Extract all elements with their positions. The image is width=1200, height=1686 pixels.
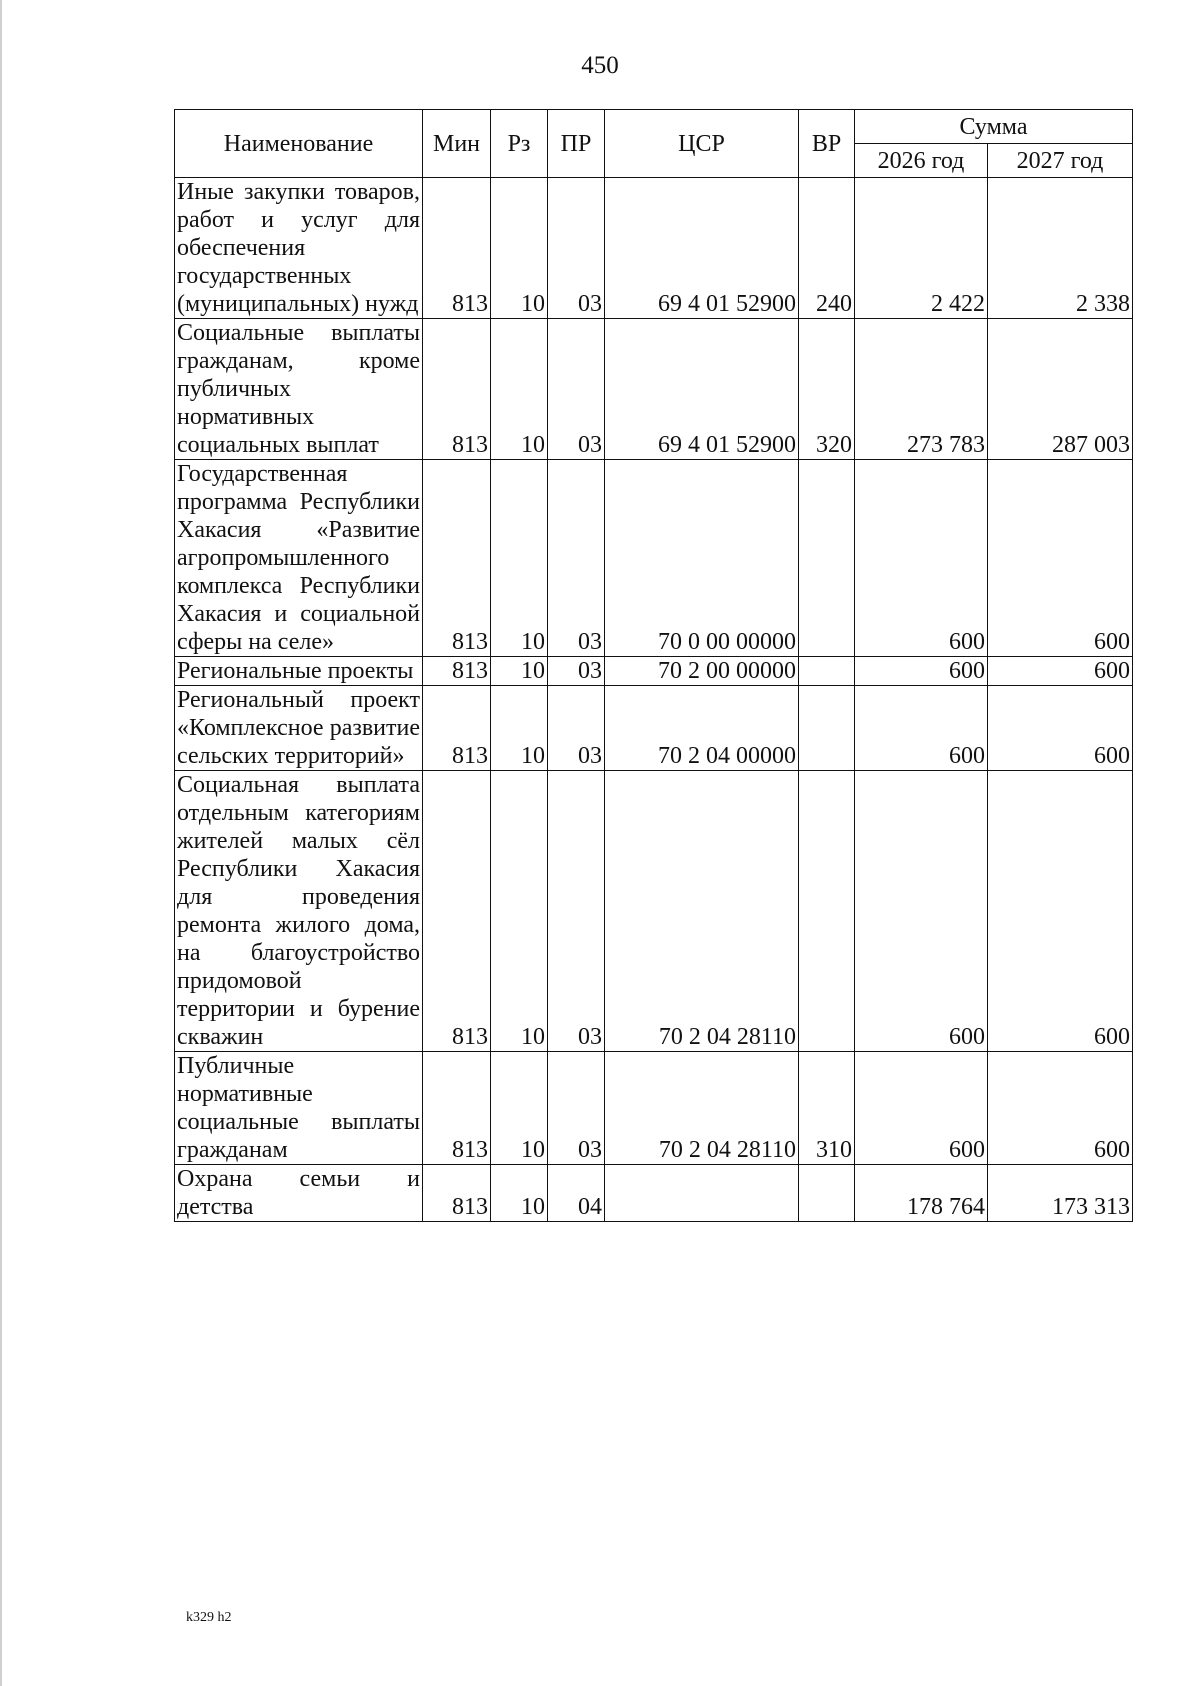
- row-min: 813: [423, 771, 491, 1052]
- row-pr: 03: [548, 460, 605, 657]
- row-rz: 10: [491, 460, 548, 657]
- row-amount-2027: 600: [988, 460, 1133, 657]
- row-min: 813: [423, 657, 491, 686]
- row-amount-2026: 600: [855, 657, 988, 686]
- row-amount-2027: 287 003: [988, 319, 1133, 460]
- header-sum: Сумма: [855, 110, 1133, 144]
- row-vr: [799, 1165, 855, 1222]
- row-amount-2027: 600: [988, 657, 1133, 686]
- row-vr: 320: [799, 319, 855, 460]
- row-vr: [799, 771, 855, 1052]
- table-row: [175, 1052, 1133, 1165]
- row-pr: 03: [548, 1052, 605, 1165]
- budget-table: [174, 109, 1133, 1222]
- row-name: Социальная выплата отдельным категориям жителей малых сёл Республики Хакасия для проведения ремонта жилого дома, на благоустройство придомовой территории и бурение скважин: [175, 771, 423, 1052]
- header-year-2026: 2026 год: [855, 144, 988, 178]
- footer-code: k329 h2: [186, 1610, 232, 1625]
- row-csr: 70 2 04 00000: [605, 686, 799, 771]
- table-row: [175, 657, 1133, 686]
- table-row: [175, 178, 1133, 319]
- row-amount-2026: 178 764: [855, 1165, 988, 1222]
- row-vr: [799, 686, 855, 771]
- row-min: 813: [423, 1052, 491, 1165]
- row-rz: 10: [491, 1165, 548, 1222]
- row-vr: 310: [799, 1052, 855, 1165]
- row-min: 813: [423, 319, 491, 460]
- row-amount-2026: 273 783: [855, 319, 988, 460]
- page-left-border: [0, 0, 2, 1686]
- row-csr: 70 0 00 00000: [605, 460, 799, 657]
- row-rz: 10: [491, 686, 548, 771]
- row-name: Иные закупки товаров, работ и услуг для обеспечения государственных (муниципальных) нужд: [175, 178, 423, 319]
- row-pr: 03: [548, 319, 605, 460]
- row-name: Публичные нормативные социальные выплаты гражданам: [175, 1052, 423, 1165]
- row-min: 813: [423, 178, 491, 319]
- row-rz: 10: [491, 657, 548, 686]
- row-name: Региональные проекты: [175, 657, 423, 686]
- row-name: Государственная программа Республики Хакасия «Развитие агропромышленного комплекса Республики Хакасия и социальной сферы на селе»: [175, 460, 423, 657]
- row-amount-2026: 600: [855, 771, 988, 1052]
- row-min: 813: [423, 460, 491, 657]
- header-rz: Рз: [491, 110, 548, 178]
- row-amount-2027: 2 338: [988, 178, 1133, 319]
- row-pr: 03: [548, 657, 605, 686]
- table-row: [175, 1165, 1133, 1222]
- header-min: Мин: [423, 110, 491, 178]
- row-amount-2026: 600: [855, 1052, 988, 1165]
- row-vr: [799, 657, 855, 686]
- row-rz: 10: [491, 178, 548, 319]
- row-rz: 10: [491, 771, 548, 1052]
- header-name: Наименование: [175, 110, 423, 178]
- row-min: 813: [423, 686, 491, 771]
- row-vr: [799, 460, 855, 657]
- header-year-2027: 2027 год: [988, 144, 1133, 178]
- row-pr: 03: [548, 178, 605, 319]
- row-pr: 03: [548, 686, 605, 771]
- page-number: 450: [581, 52, 619, 79]
- row-name: Социальные выплаты гражданам, кроме публичных нормативных социальных выплат: [175, 319, 423, 460]
- row-amount-2027: 600: [988, 686, 1133, 771]
- row-amount-2027: 173 313: [988, 1165, 1133, 1222]
- row-csr: [605, 1165, 799, 1222]
- table-row: [175, 686, 1133, 771]
- row-vr: 240: [799, 178, 855, 319]
- row-amount-2026: 600: [855, 686, 988, 771]
- row-csr: 70 2 04 28110: [605, 771, 799, 1052]
- header-vr: ВР: [799, 110, 855, 178]
- row-name: Региональный проект «Комплексное развитие сельских территорий»: [175, 686, 423, 771]
- table-row: [175, 771, 1133, 1052]
- table-row: [175, 460, 1133, 657]
- row-min: 813: [423, 1165, 491, 1222]
- row-amount-2027: 600: [988, 1052, 1133, 1165]
- row-csr: 69 4 01 52900: [605, 178, 799, 319]
- row-amount-2026: 2 422: [855, 178, 988, 319]
- row-amount-2027: 600: [988, 771, 1133, 1052]
- row-rz: 10: [491, 319, 548, 460]
- header-csr: ЦСР: [605, 110, 799, 178]
- table-row: [175, 319, 1133, 460]
- row-rz: 10: [491, 1052, 548, 1165]
- table-body: [175, 178, 1133, 1222]
- row-csr: 70 2 00 00000: [605, 657, 799, 686]
- row-amount-2026: 600: [855, 460, 988, 657]
- row-csr: 70 2 04 28110: [605, 1052, 799, 1165]
- row-name: Охрана семьи и детства: [175, 1165, 423, 1222]
- row-pr: 04: [548, 1165, 605, 1222]
- row-csr: 69 4 01 52900: [605, 319, 799, 460]
- header-pr: ПР: [548, 110, 605, 178]
- row-pr: 03: [548, 771, 605, 1052]
